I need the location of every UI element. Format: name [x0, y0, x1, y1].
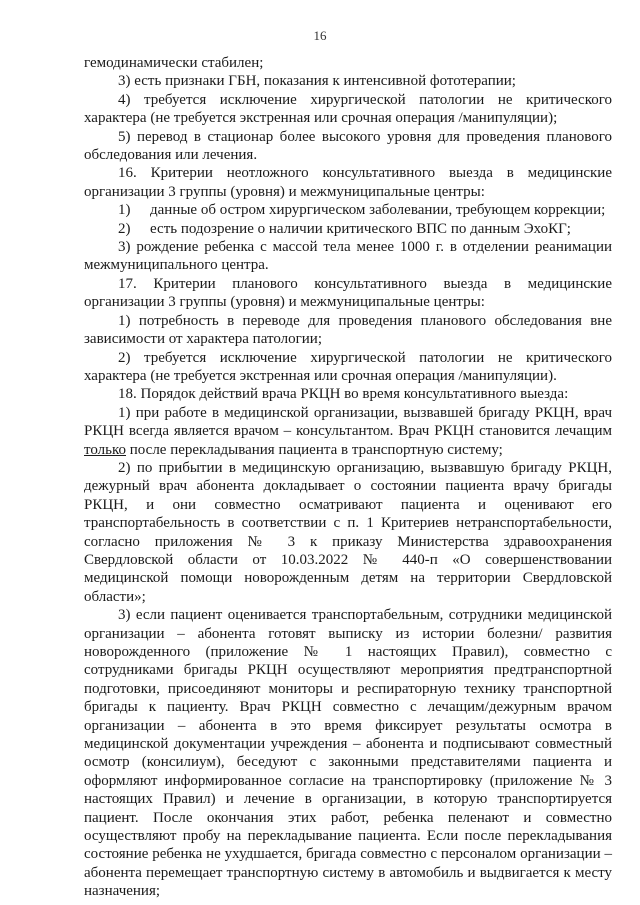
- list-item-number: 1): [118, 202, 131, 219]
- paragraph-item-3-gbn: 3) есть признаки ГБН, показания к интенсивной фототерапии;: [118, 73, 516, 90]
- paragraph-18-item-2: 2) по прибытии в медицинскую организацию, вызвавшую бригаду РКЦН, дежурный врач абонента докладывает о состоянии пациента врачу бригады РКЦН, и они совместно осматривают пациента и оценивают его транспортабельность в соответствии с п. 1 Критериев нетранспортабельности, согласно приложения № 3 к приказу Министерства здравоохранения Свердловской области от 10.03.2022 № 440-п «О совершенствовании медицинской помощи новорожденным детям на территории Свердловской области»;: [84, 459, 612, 605]
- paragraph-item-5-transfer: 5) перевод в стационар более высокого уровня для проведения планового обследования или лечения.: [84, 128, 612, 164]
- list-item-number: 2): [118, 220, 131, 237]
- paragraph-17-item-1: 1) потребность в переводе для проведения планового обследования вне зависимости от характера патологии;: [84, 312, 612, 348]
- list-item-text: данные об остром хирургическом заболевании, требующем коррекции;: [150, 202, 606, 219]
- paragraph-17-item-2: 2) требуется исключение хирургической патологии не критического характера (не требуется экстренная или срочная операция /манипуляции).: [84, 349, 612, 384]
- section-16-heading: 16. Критерии неотложного консультативного выезда в медицинские организации 3 группы (уровня) и межмуниципальные центры:: [84, 165, 612, 200]
- paragraph-continuation: гемодинамически стабилен;: [84, 55, 264, 71]
- section-18-heading: 18. Порядок действий врача РКЦН во время консультативного выезда:: [118, 386, 569, 403]
- paragraph-18-item-3: 3) если пациент оценивается транспортабельным, сотрудники медицинской организации – абонента готовят выписку из истории болезни/ развития новорожденного (приложение № 1 настоящих Правил), совместно с сотрудниками бригады РКЦН осуществляют мероприятия предтранспортной подготовки, присоединяют мониторы и респираторную технику транспортной бригады к пациенту. Врач РКЦН совместно с лечащим/дежурным врачом организации – абонента в это время фиксирует результаты осмотра в медицинской документации учреждения – абонента и подписывают совместный осмотр (консилиум), беседуют с законными представителями пациента и оформляют информированное согласие на транспортировку (приложение № 3 настоящих Правил) и лечение в организации, в которую транспортируется пациент. После окончания этих работ, ребенка пеленают и совместно осуществляют пробу на перекладывание пациента. Если после перекладывания состояние ребенка не ухудшается, бригада совместно с персоналом организации – абонента перемещает транспортную систему в автомобиль и выдвигается к месту назначения;: [84, 607, 612, 900]
- section-17-heading: 17. Критерии планового консультативного выезда в медицинские организации 3 группы (уровня) и межмуниципальные центры:: [84, 275, 612, 311]
- list-item: [84, 220, 612, 238]
- list-item-text: есть подозрение о наличии критического ВПС по данным ЭхоКГ;: [150, 220, 571, 237]
- underlined-word: только: [84, 441, 127, 458]
- paragraph-item-3-birth-weight: 3) рождение ребенка с массой тела менее 1000 г. в отделении реанимации межмуниципального центра.: [84, 239, 612, 274]
- text-span: 1) при работе в медицинской организации, вызвавшей бригаду РКЦН, врач РКЦН всегда является врачом – консультантом. Врач РКЦН становится лечащим: [84, 404, 612, 440]
- list-item: [84, 201, 612, 219]
- paragraph-item-4-surgical: 4) требуется исключение хирургической патологии не критического характера (не требуется экстренная или срочная операция /манипуляции);: [84, 91, 612, 127]
- paragraph-18-item-1: [84, 404, 612, 459]
- text-span: после перекладывания пациента в транспортную систему;: [126, 441, 503, 458]
- page-number: 16: [313, 28, 327, 43]
- document-body: [84, 54, 612, 901]
